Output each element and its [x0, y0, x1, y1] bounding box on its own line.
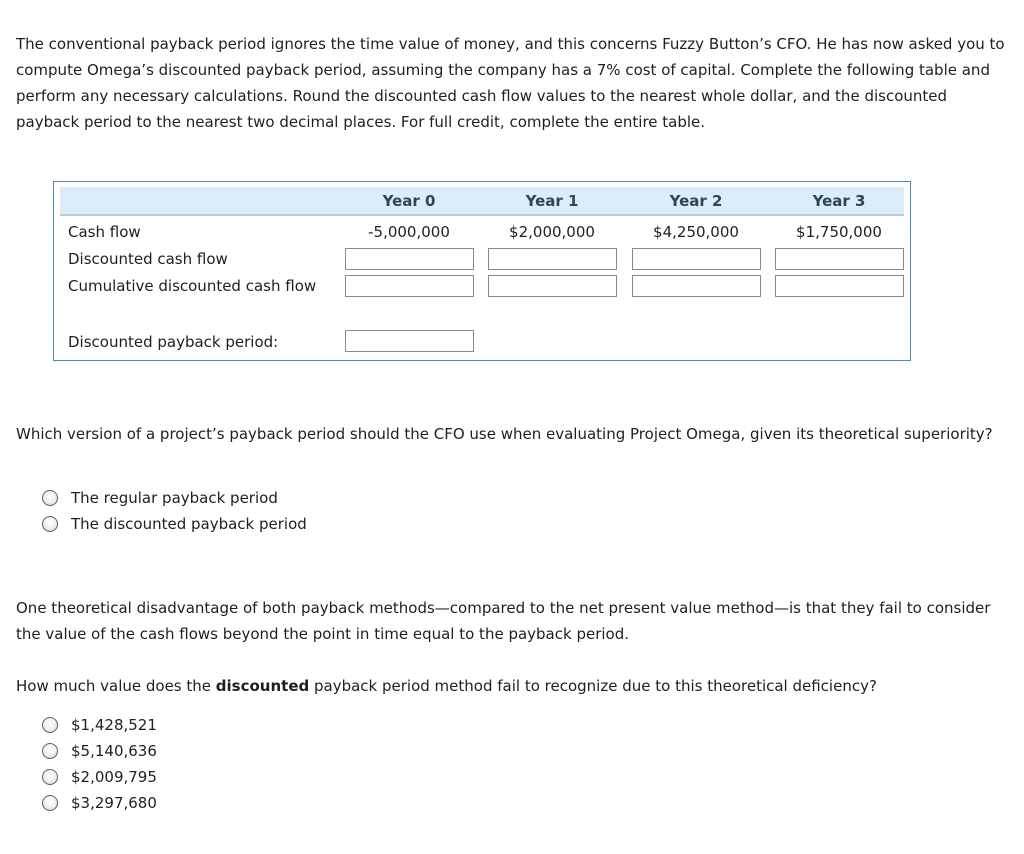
row-label-cash-flow: Cash flow [68, 223, 141, 241]
cumulative-dcf-year-3-input[interactable] [775, 275, 904, 297]
question-unrecognized-value [16, 673, 1006, 699]
cumulative-dcf-year-1-input[interactable] [488, 275, 617, 297]
column-header-year-0: Year 0 [382, 192, 436, 210]
radio-button-icon[interactable] [42, 717, 58, 733]
question-text-end: payback period method fail to recognize due to this theoretical deficiency? [309, 677, 877, 695]
radio-button-icon[interactable] [42, 516, 58, 532]
column-header-year-3: Year 3 [812, 192, 866, 210]
payback-table-panel [53, 181, 911, 361]
option-label: $5,140,636 [71, 742, 157, 760]
table-header-row [60, 187, 904, 216]
cumulative-dcf-year-0-input[interactable] [345, 275, 474, 297]
radio-button-icon[interactable] [42, 490, 58, 506]
intro-paragraph: The conventional payback period ignores the time value of money, and this concerns Fuzzy Button’s CFO. He has now asked you to compute Omega’s discounted payback period, assuming the company has a 7% cost of capital. Complete the following table and perform any necessary calculations. Round the discounted cash flow values to the nearest whole dollar, and the discounted payback period to the nearest two decimal places. For full credit, complete the entire table. [16, 35, 1005, 131]
radio-button-icon[interactable] [42, 795, 58, 811]
discounted-payback-period-label: Discounted payback period: [68, 333, 279, 351]
discounted-payback-period-input[interactable] [345, 330, 474, 352]
radio-button-icon[interactable] [42, 769, 58, 785]
question-text-emphasis: discounted [215, 677, 310, 695]
option-label: $3,297,680 [71, 794, 157, 812]
discounted-cash-flow-year-2-input[interactable] [632, 248, 761, 270]
discounted-cash-flow-year-1-input[interactable] [488, 248, 617, 270]
question-payback-version: Which version of a project’s payback period should the CFO use when evaluating Project Omega, given its theoretical superiority? [16, 425, 993, 443]
option-label: The regular payback period [71, 489, 278, 507]
cash-flow-year-0: -5,000,000 [368, 223, 450, 241]
column-header-year-1: Year 1 [525, 192, 579, 210]
row-label-discounted-cash-flow: Discounted cash flow [68, 250, 228, 268]
discounted-cash-flow-year-0-input[interactable] [345, 248, 474, 270]
cumulative-dcf-year-2-input[interactable] [632, 275, 761, 297]
option-label: $1,428,521 [71, 716, 157, 734]
option-label: The discounted payback period [71, 515, 307, 533]
cash-flow-year-1: $2,000,000 [509, 223, 595, 241]
cash-flow-year-2: $4,250,000 [653, 223, 739, 241]
option-label: $2,009,795 [71, 768, 157, 786]
radio-button-icon[interactable] [42, 743, 58, 759]
question-text-start: How much value does the [16, 677, 216, 695]
cash-flow-year-3: $1,750,000 [796, 223, 882, 241]
disadvantage-statement: One theoretical disadvantage of both payback methods—compared to the net present value method—is that they fail to consider the value of the cash flows beyond the point in time equal to the payback period. [16, 599, 991, 643]
row-label-cumulative-discounted-cash-flow: Cumulative discounted cash flow [68, 277, 317, 295]
discounted-cash-flow-year-3-input[interactable] [775, 248, 904, 270]
column-header-year-2: Year 2 [669, 192, 723, 210]
